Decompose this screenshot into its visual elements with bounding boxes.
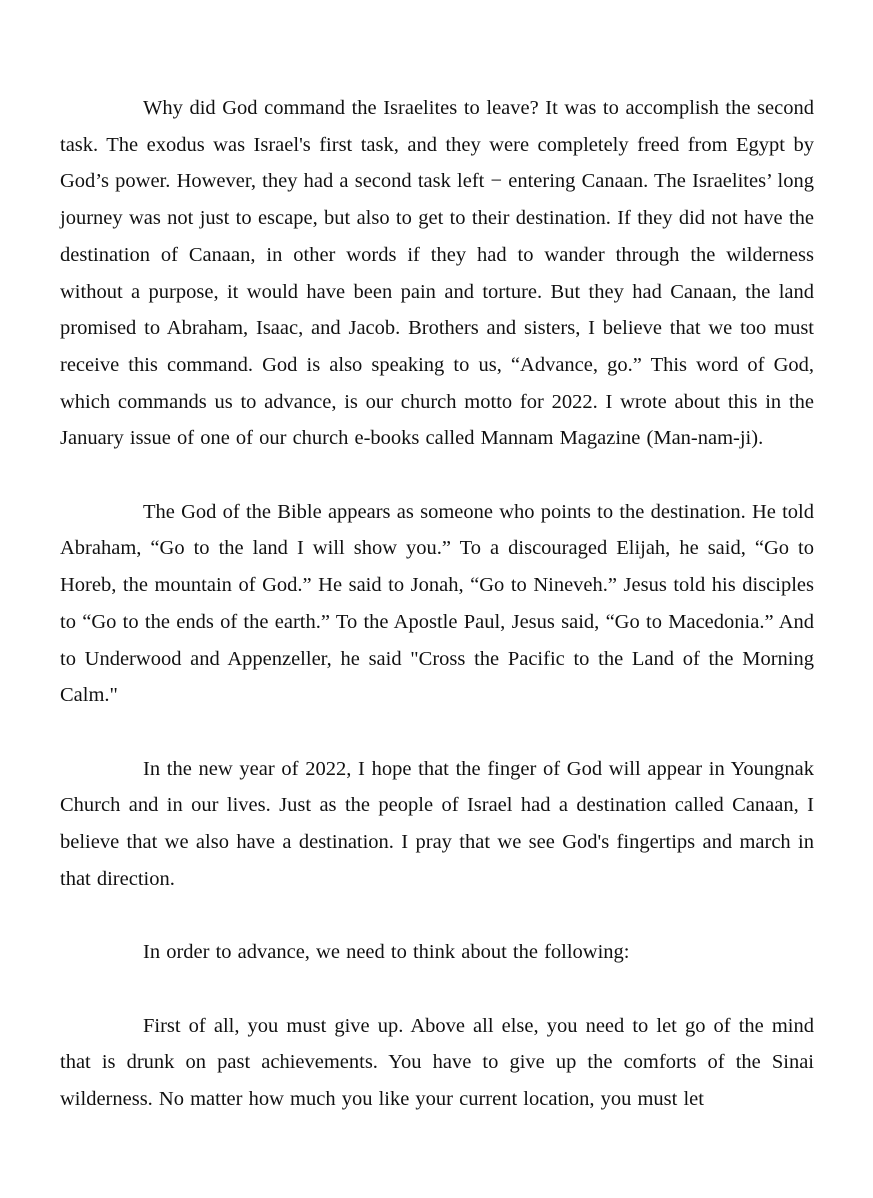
paragraph-why-did-god-command: Why did God command the Israelites to leave? It was to accomplish the second task. The exodus was Israel's first task, and they were completely freed from Egypt by God’s power. However, they had a second task left − entering Canaan. The Israelites’ long journey was not just to escape, but also to get to their destination. If they did not have the destination of Canaan, in other words if they had to wander through the wilderness without a purpose, it would have been pain and torture. But they had Canaan, the land promised to Abraham, Isaac, and Jacob. Brothers and sisters, I believe that we too must receive this command. God is also speaking to us, “Advance, go.” This word of God, which commands us to advance, is our church motto for 2022. I wrote about this in the January issue of one of our church e-books called Mannam Magazine (Man-nam-ji).	[60, 97, 814, 450]
paragraph-first-of-all: First of all, you must give up. Above all else, you need to let go of the mind that is drunk on past achievements. You have to give up the comforts of the Sinai wilderness. No matter how much you like your current location, you must let	[60, 1014, 814, 1110]
paragraph-god-points-destination: The God of the Bible appears as someone who points to the destination. He told Abraham, “Go to the land I will show you.” To a discouraged Elijah, he said, “Go to Horeb, the mountain of God.” He said to Jonah, “Go to Nineveh.” Jesus told his disciples to “Go to the ends of the earth.” To the Apostle Paul, Jesus said, “Go to Macedonia.” And to Underwood and Appenzeller, he said "Cross the Pacific to the Land of the Morning Calm."	[60, 500, 814, 707]
document-page	[60, 90, 814, 1118]
paragraph-new-year-2022: In the new year of 2022, I hope that the finger of God will appear in Youngnak Church and in our lives. Just as the people of Israel had a destination called Canaan, I believe that we also have a destination. I pray that we see God's fingertips and march in that direction.	[60, 757, 814, 890]
paragraph-in-order-to-advance: In order to advance, we need to think about the following:	[143, 941, 630, 964]
